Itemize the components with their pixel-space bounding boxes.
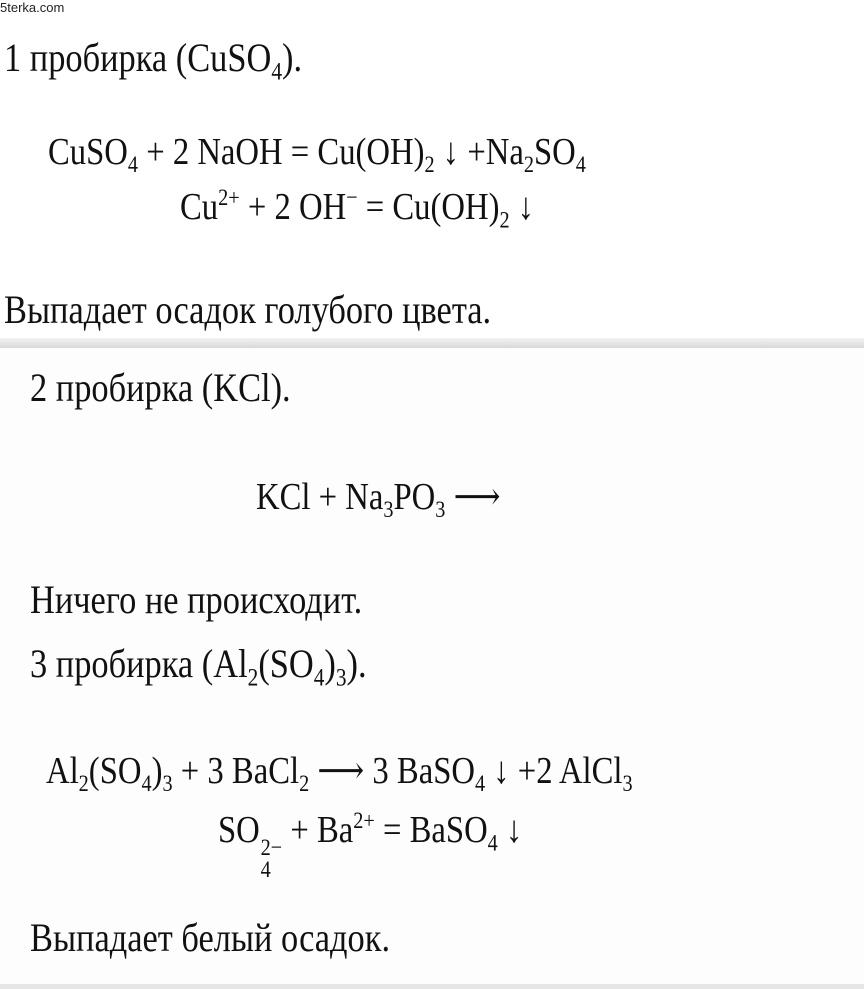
watermark: 5terka.com [0,0,65,15]
tube-1-title: 1 пробирка (CuSO$_4$). [4,35,303,86]
bottom-border [0,984,864,989]
tube-3-molecular-equation: $Al_2(SO_4)_3 + 3$ BaCl$_2$ ⟶ 3 BaSO$_4$ ↓ +2 AlCl$_3$ [46,750,633,798]
section-tube-1 [0,0,864,340]
tube-2-result: Ничего не происходит. [30,577,363,622]
tube-2-title: 2 пробирка (KCl). [30,365,291,410]
section-divider [0,338,864,348]
tube-1-molecular-equation: CuSO$_4$ + 2 NaOH = $Cu(OH)_2$ ↓ $+Na_2SO_4$ [48,131,586,179]
tube-1-ionic-equation: $Cu^{2+} + 2$ $OH^- = Cu(OH)_2$ ↓ [180,185,535,234]
tube-3-result: Выпадает белый осадок. [30,915,391,960]
section-tubes-2-3 [0,348,864,989]
tube-1-result: Выпадает осадок голубого цвета. [4,287,492,332]
tube-3-ionic-equation: SO 2− 4 + $Ba^{2+}$ = BaSO$_4$ ↓ [218,808,523,884]
tube-3-title: 3 пробирка $(Al_2(SO_4)_3)$. [30,641,367,692]
tube-2-equation: KCl + $Na_3PO_3$ ⟶ [256,476,501,524]
